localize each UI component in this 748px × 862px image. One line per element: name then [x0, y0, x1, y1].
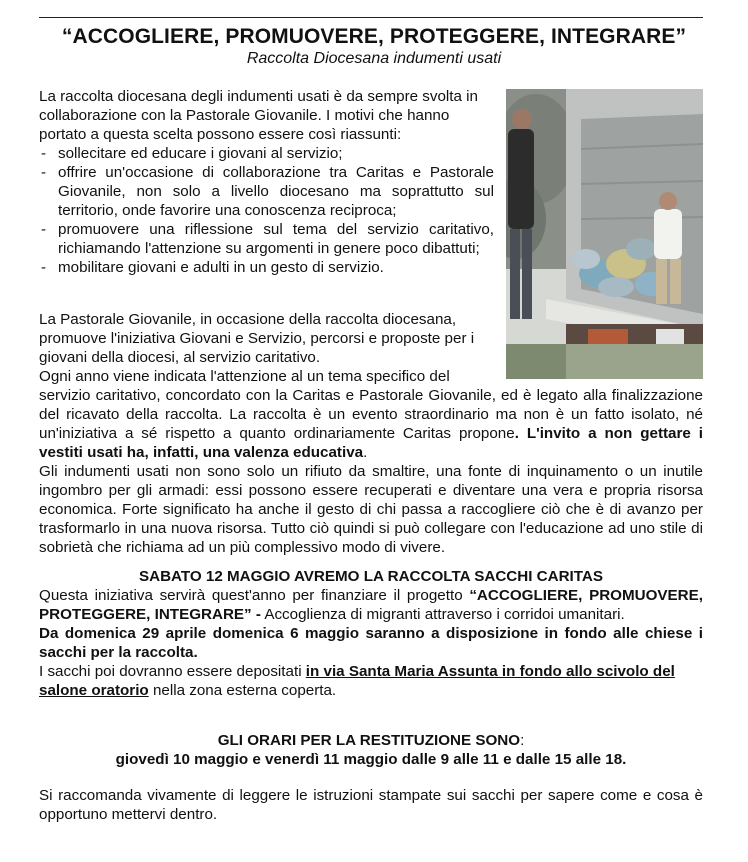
list-item: - sollecitare ed educare i giovani al servizio; [39, 144, 494, 163]
hours-section [39, 731, 703, 769]
closing-text: Si raccomanda vivamente di leggere le istruzioni stampate sui sacchi per sapere come e cosa è opportuno mettervi dentro. [39, 787, 703, 823]
annual-theme-body: servizio caritativo, concordato con la Caritas e Pastorale Giovanile, ed è legato alla finalizzazione del ricavato della raccolta. La raccolta è un evento straordinario ma non è un fatto isolato, né un'iniziativa a sé rispetto a quanto ordinariamente Caritas propone [39, 387, 703, 442]
annual-theme-text [39, 386, 703, 462]
truck-loading-photo [506, 89, 703, 379]
period: . [363, 444, 368, 461]
hours-times: giovedì 10 maggio e venerdì 11 maggio dalle 9 alle 11 e dalle 15 alle 18. [115, 751, 627, 768]
intro-section [39, 87, 494, 277]
collection-section [39, 567, 703, 700]
deposit-intro: I sacchi poi dovranno essere depositati [39, 663, 306, 680]
page-subtitle: Raccolta Diocesana indumenti usati [246, 50, 502, 67]
intro-paragraph: La raccolta diocesana degli indumenti usati è da sempre svolta in collaborazione con la Pastorale Giovanile. I motivi che hanno portato a questa scelta possono essere così riassunti: [39, 88, 479, 143]
deposit-location: in via Santa Maria Assunta in fondo allo scivolo del salone oratorio [39, 663, 675, 699]
used-clothes-paragraph: Gli indumenti usati non sono solo un rifiuto da smaltire, una fonte di inquinamento o un inutile ingombro per gli armadi: essi possono essere recuperati e diventare una vera e propria risorsa economica. Forte significato ha anche il gesto di chi passa a raccogliere ciò che è di avanzo per trasformarlo in una nuova risorsa. Tutto ciò quindi si può collegare con l'educazione ad uno stile di sobrietà che richiama ad un più complessivo modo di vivere. [39, 463, 703, 556]
pastorale-paragraph [39, 310, 494, 386]
project-paragraph [39, 586, 703, 624]
list-item: - offrire un'occasione di collaborazione tra Caritas e Pastorale Giovanile, non solo a livello diocesano ma soprattutto sul territorio, onde favorire una conoscenza reciproca; [39, 163, 494, 220]
project-name: “ACCOGLIERE, PROMUOVERE, PROTEGGERE, INTEGRARE” - [39, 587, 703, 623]
distribution-notice: Da domenica 29 aprile domenica 6 maggio saranno a disposizione in fondo alle chiese i sacchi per la raccolta. [39, 625, 703, 661]
project-description: Accoglienza di migranti attraverso i corridoi umanitari. [260, 606, 625, 623]
closing-paragraph [39, 786, 703, 824]
collection-heading: SABATO 12 MAGGIO AVREMO LA RACCOLTA SACCHI CARITAS [138, 568, 604, 585]
list-item: - promuovere una riflessione sul tema del servizio caritativo, richiamando l'attenzione su argomenti in genere poco dibattuti; [39, 220, 494, 258]
project-intro: Questa iniziativa servirà quest'anno per finanziare il progetto [39, 587, 470, 604]
deposit-paragraph [39, 662, 703, 700]
page-title: “ACCOGLIERE, PROMUOVERE, PROTEGGERE, INTEGRARE” [61, 25, 687, 48]
annual-theme-first-line: Ogni anno viene indicata l'attenzione al un tema specifico del [39, 368, 450, 385]
deposit-end: nella zona esterna coperta. [148, 682, 337, 699]
invite-bold-text: . L'invito a non gettare i vestiti usati ha, infatti, una valenza educativa [39, 425, 703, 461]
annual-theme-paragraph [39, 386, 703, 557]
pastorale-text: La Pastorale Giovanile, in occasione della raccolta diocesana, promuove l'iniziativa Giovani e Servizio, percorsi e proposte per i giovani della diocesi, al servizio caritativo. [39, 311, 475, 366]
motivations-list [39, 144, 494, 277]
colon: : [520, 732, 525, 749]
list-item: - mobilitare giovani e adulti in un gesto di servizio. [39, 258, 494, 277]
hours-heading-line [39, 731, 703, 750]
hours-heading: GLI ORARI PER LA RESTITUZIONE SONO [217, 732, 521, 749]
top-divider [39, 17, 703, 18]
